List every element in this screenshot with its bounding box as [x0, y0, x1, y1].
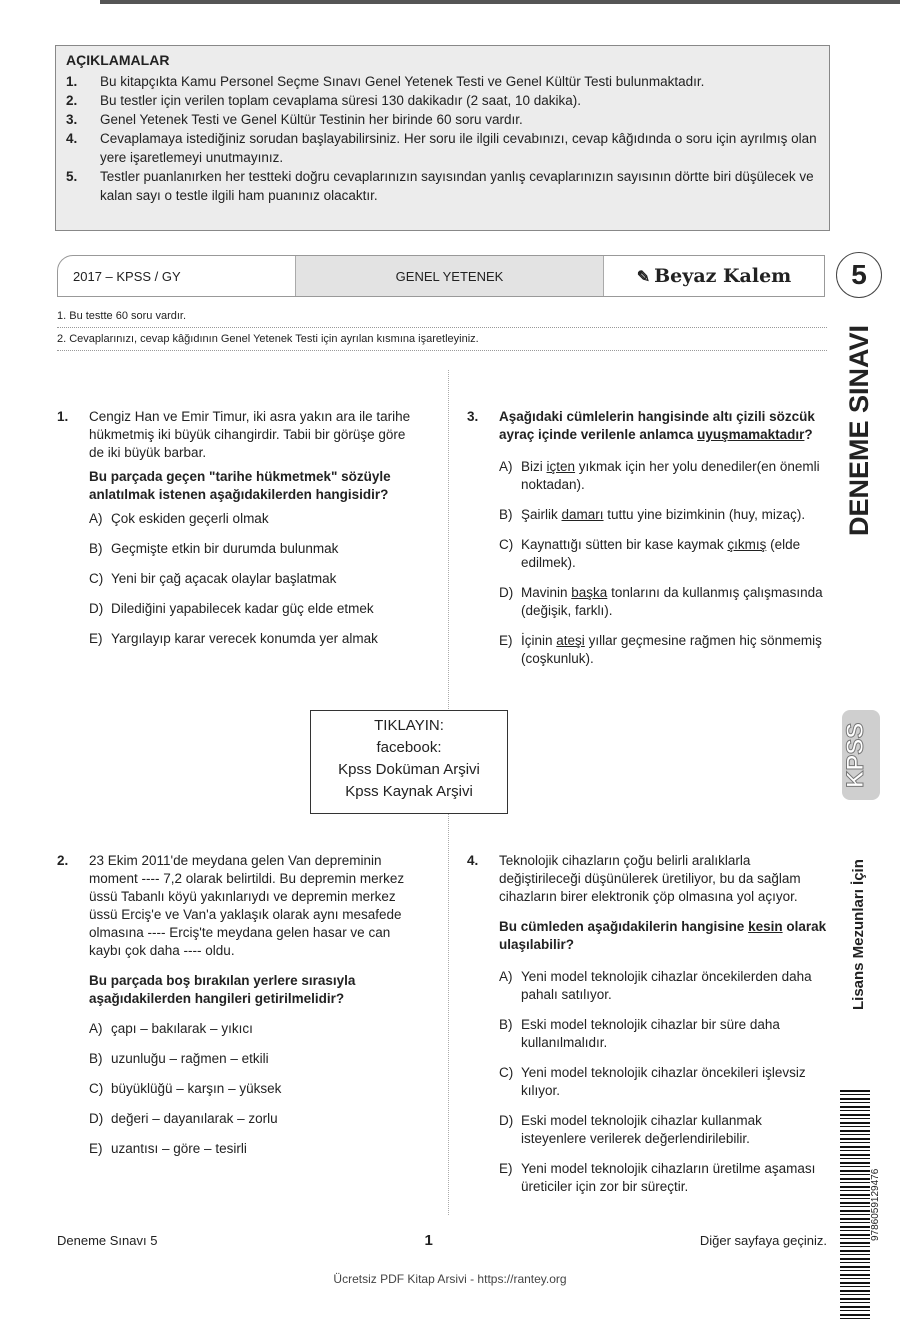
click-line: facebook:: [376, 739, 442, 756]
answer-option[interactable]: B) Şairlik damarı tuttu yine bizimkinin (huy, mizaç).: [499, 507, 806, 522]
answer-option[interactable]: E) uzantısı – göre – tesirli: [89, 1141, 247, 1156]
question-1: [57, 408, 422, 660]
question-2: [57, 852, 422, 1170]
instructions-title: AÇIKLAMALAR: [66, 52, 170, 68]
top-rule: [100, 0, 900, 4]
instruction-item: 3. Genel Yetenek Testi ve Genel Kültür Testinin her birinde 60 soru vardır.: [66, 112, 523, 127]
test-header: [57, 255, 825, 297]
exam-code: 2017 – KPSS / GY: [58, 256, 296, 296]
pen-icon: ✎: [636, 266, 651, 286]
instruction-item: 2. Bu testler için verilen toplam cevaplama süresi 130 dakikadır (2 saat, 10 dakika).: [66, 93, 581, 108]
facebook-link-box[interactable]: [310, 710, 508, 814]
answer-option[interactable]: D) Mavinin başka tonlarını da kullanmış çalışmasında (değişik, farklı).: [499, 585, 823, 618]
answer-option[interactable]: D) Eski model teknolojik cihazlar kullanmak isteyenlere verilerek değerlendirilebilir.: [499, 1113, 762, 1146]
note-item: 2. Cevaplarınızı, cevap kâğıdının Genel Yetenek Testi için ayrılan kısmına işaretleyiniz.: [57, 333, 479, 345]
answer-option[interactable]: E) İçinin ateşi yıllar geçmesine rağmen hiç sönmemiş (coşkunluk).: [499, 633, 822, 666]
question-number: 4.: [467, 853, 479, 868]
click-line: Kpss Doküman Arşivi: [338, 761, 480, 778]
question-text: Cengiz Han ve Emir Timur, iki asra yakın ara ile tarihe hükmetmiş iki büyük cihangirdir. Tabii bir görüşe göre de iki büyük barbar.: [89, 409, 411, 460]
kpss-badge: KPSS: [842, 710, 880, 800]
side-subtitle: Lisans Mezunları İçin: [850, 859, 867, 1011]
answer-option[interactable]: D) değeri – dayanılarak – zorlu: [89, 1111, 278, 1126]
test-notes: [57, 305, 827, 351]
footer-exam-label: Deneme Sınavı 5: [57, 1233, 158, 1248]
instruction-item: 1. Bu kitapçıkta Kamu Personel Seçme Sınavı Genel Yetenek Testi ve Genel Kültür Testi bulunmaktadır.: [66, 74, 705, 89]
answer-option[interactable]: E) Yargılayıp karar verecek konumda yer almak: [89, 631, 378, 646]
answer-option[interactable]: A) Çok eskiden geçerli olmak: [89, 511, 269, 526]
question-stem: Aşağıdaki cümlelerin hangisinde altı çizili sözcük ayraç içinde verilenle anlamca uyuşmamaktadır?: [499, 409, 815, 442]
test-name: GENEL YETENEK: [296, 256, 603, 296]
question-number: 2.: [57, 853, 69, 868]
answer-option[interactable]: D) Dilediğini yapabilecek kadar güç elde etmek: [89, 601, 374, 616]
question-3: [467, 408, 829, 680]
brand-logo: ✎ Beyaz Kalem: [603, 256, 824, 296]
instructions-box: [55, 45, 830, 231]
answer-option[interactable]: C) büyüklüğü – karşın – yüksek: [89, 1081, 282, 1096]
answer-option[interactable]: A) çapı – bakılarak – yıkıcı: [89, 1021, 253, 1036]
question-stem: Bu cümleden aşağıdakilerin hangisine kesin olarak ulaşılabilir?: [499, 919, 827, 952]
question-number: 3.: [467, 409, 479, 424]
answer-option[interactable]: A) Yeni model teknolojik cihazlar öncekilerden daha pahalı satılıyor.: [499, 969, 812, 1002]
instructions-list: [66, 72, 819, 205]
next-page-note: Diğer sayfaya geçiniz.: [699, 1233, 827, 1248]
answer-option[interactable]: B) uzunluğu – rağmen – etkili: [89, 1051, 269, 1066]
note-item: 1. Bu testte 60 soru vardır.: [57, 310, 187, 322]
instruction-item: 4. Cevaplamaya istediğiniz sorudan başlayabilirsiniz. Her soru ile ilgili cevabınızı, cevap kâğıdında o soru için ayrılmış olan yere işaretlemeyi unutmayınız.: [66, 131, 817, 165]
instruction-item: 5. Testler puanlanırken her testteki doğru cevaplarınızın sayısından yanlış cevaplarınızın sayısının dörtte biri düşülecek ve kalan sayı o testle ilgili ham puanınız olacaktır.: [66, 169, 814, 203]
answer-option[interactable]: E) Yeni model teknolojik cihazların üretilme aşaması üreticiler için zor bir süreçtir.: [499, 1161, 816, 1194]
side-title: DENEME SINAVI: [844, 324, 874, 536]
click-line: Kpss Kaynak Arşivi: [345, 783, 473, 800]
answer-option[interactable]: C) Yeni model teknolojik cihazlar öncekileri işlevsiz kılıyor.: [499, 1065, 806, 1098]
question-text: 23 Ekim 2011'de meydana gelen Van depreminin moment ---- 7,2 olarak belirtildi. Bu depremin merkez üssü Tabanlı köyü yakınlarıydı ve depremin merkez üssü Erciş'e ve Van'a yaklaşık olarak aynı mesafede olmasına ---- Erciş'te meydana gelen hasar ve can kaybı çok daha ---- oldu.: [89, 853, 405, 958]
barcode-number: 9786059129476: [870, 1090, 881, 1320]
page-footer: [57, 1232, 827, 1249]
divider: [57, 350, 827, 351]
question-4: [467, 852, 829, 1208]
answer-option[interactable]: B) Geçmişte etkin bir durumda bulunmak: [89, 541, 339, 556]
question-number: 1.: [57, 409, 69, 424]
source-note[interactable]: Ücretsiz PDF Kitap Arsivi - https://rantey.org: [333, 1272, 567, 1286]
question-text: Teknolojik cihazların çoğu belirli aralıklarla değiştirileceği düşünülerek üretiliyor, bu da sağlam cihazların birer elektronik çöp olmasına yol açıyor.: [499, 853, 801, 904]
click-line: TIKLAYIN:: [374, 717, 444, 734]
page-number: 1: [424, 1232, 433, 1249]
side-strip: [838, 300, 886, 1310]
question-stem: Bu parçada geçen "tarihe hükmetmek" sözüyle anlatılmak istenen aşağıdakilerden hangisidir?: [89, 469, 391, 502]
answer-option[interactable]: B) Eski model teknolojik cihazlar bir süre daha kullanılmalıdır.: [499, 1017, 780, 1050]
answer-option[interactable]: A) Bizi içten yıkmak için her yolu denediler(en önemli noktadan).: [499, 459, 820, 492]
answer-option[interactable]: C) Yeni bir çağ açacak olaylar başlatmak: [89, 571, 337, 586]
exam-number-badge: 5: [836, 252, 882, 298]
question-stem: Bu parçada boş bırakılan yerlere sırasıyla aşağıdakilerden hangileri getirilmelidir?: [89, 973, 356, 1006]
answer-option[interactable]: C) Kaynattığı sütten bir kase kaymak çıkmış (elde edilmek).: [499, 537, 801, 570]
